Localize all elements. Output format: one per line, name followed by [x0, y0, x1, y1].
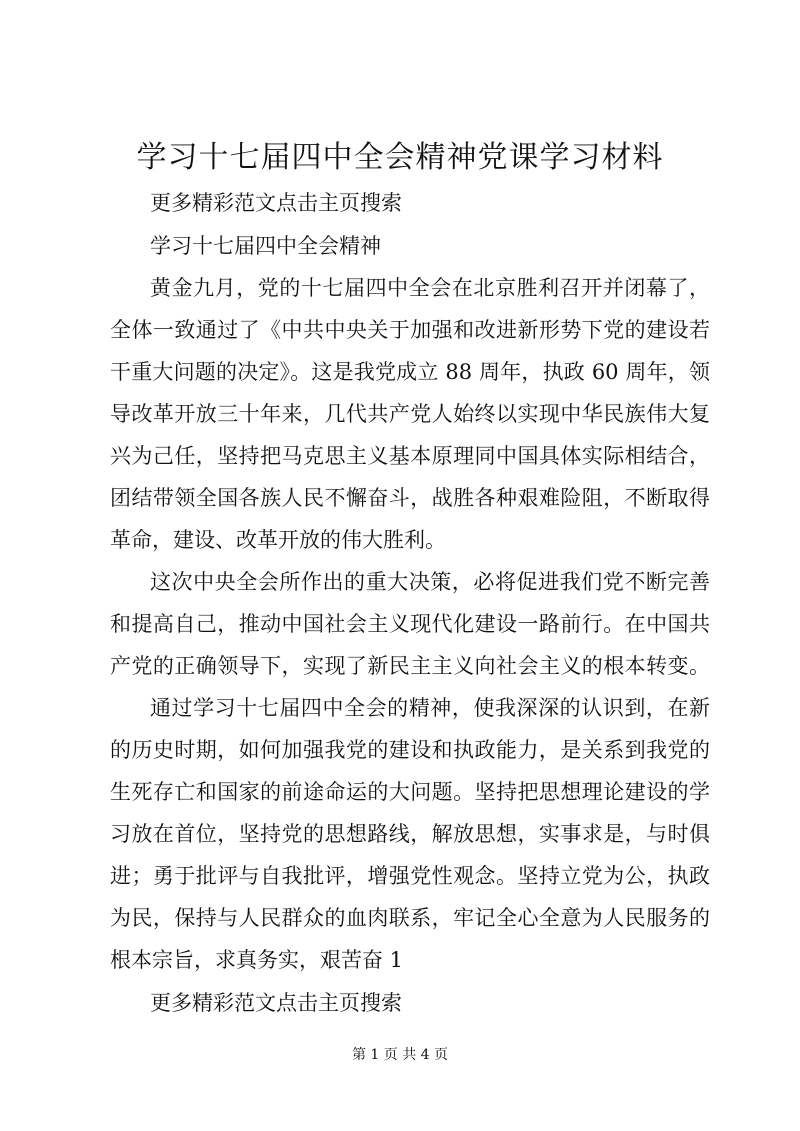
paragraph-1-line-4: 导改革开放三十年来，几代共产党人始终以实现中华民族伟大复 — [110, 402, 710, 426]
document-title: 学习十七届四中全会精神党课学习材料 — [136, 140, 664, 175]
paragraph-2-line-1: 这次中央全会所作出的重大决策，必将促进我们党不断完善 — [150, 570, 710, 594]
header-note: 更多精彩范文点击主页搜索 — [150, 191, 402, 215]
paragraph-3-line-4: 习放在首位，坚持党的思想路线，解放思想，实事求是，与时俱 — [110, 822, 710, 846]
page-number-footer: 第 1 页 共 4 页 — [351, 1047, 449, 1063]
paragraph-3-line-1: 通过学习十七届四中全会的精神，使我深深的认识到，在新 — [150, 696, 710, 720]
paragraph-1-line-6: 团结带领全国各族人民不懈奋斗，战胜各种艰难险阻，不断取得 — [110, 486, 710, 510]
paragraph-1-line-5: 兴为己任，坚持把马克思主义基本原理同中国具体实际相结合， — [110, 444, 710, 468]
paragraph-3-line-7: 根本宗旨，求真务实，艰苦奋 1 — [110, 948, 404, 972]
paragraph-1-line-3: 干重大问题的决定》。这是我党成立 88 周年，执政 60 周年，领 — [110, 360, 710, 384]
paragraph-3-line-3: 生死存亡和国家的前途命运的大问题。坚持把思想理论建设的学 — [110, 780, 710, 804]
paragraph-3-line-6: 为民，保持与人民群众的血肉联系，牢记全心全意为人民服务的 — [110, 906, 710, 930]
document-subtitle: 学习十七届四中全会精神 — [150, 234, 381, 258]
paragraph-2-line-2: 和提高自己，推动中国社会主义现代化建设一路前行。在中国共 — [110, 612, 710, 636]
paragraph-3-line-5: 进；勇于批评与自我批评，增强党性观念。坚持立党为公，执政 — [110, 864, 710, 888]
paragraph-1-line-7: 革命，建设、改革开放的伟大胜利。 — [110, 528, 446, 552]
paragraph-1-line-1: 黄金九月，党的十七届四中全会在北京胜利召开并闭幕了， — [150, 276, 710, 300]
footer-note: 更多精彩范文点击主页搜索 — [150, 991, 402, 1015]
paragraph-2-line-3: 产党的正确领导下，实现了新民主主义向社会主义的根本转变。 — [110, 654, 710, 678]
paragraph-1-line-2: 全体一致通过了《中共中央关于加强和改进新形势下党的建设若 — [110, 318, 710, 342]
paragraph-3-line-2: 的历史时期，如何加强我党的建设和执政能力，是关系到我党的 — [110, 738, 710, 762]
